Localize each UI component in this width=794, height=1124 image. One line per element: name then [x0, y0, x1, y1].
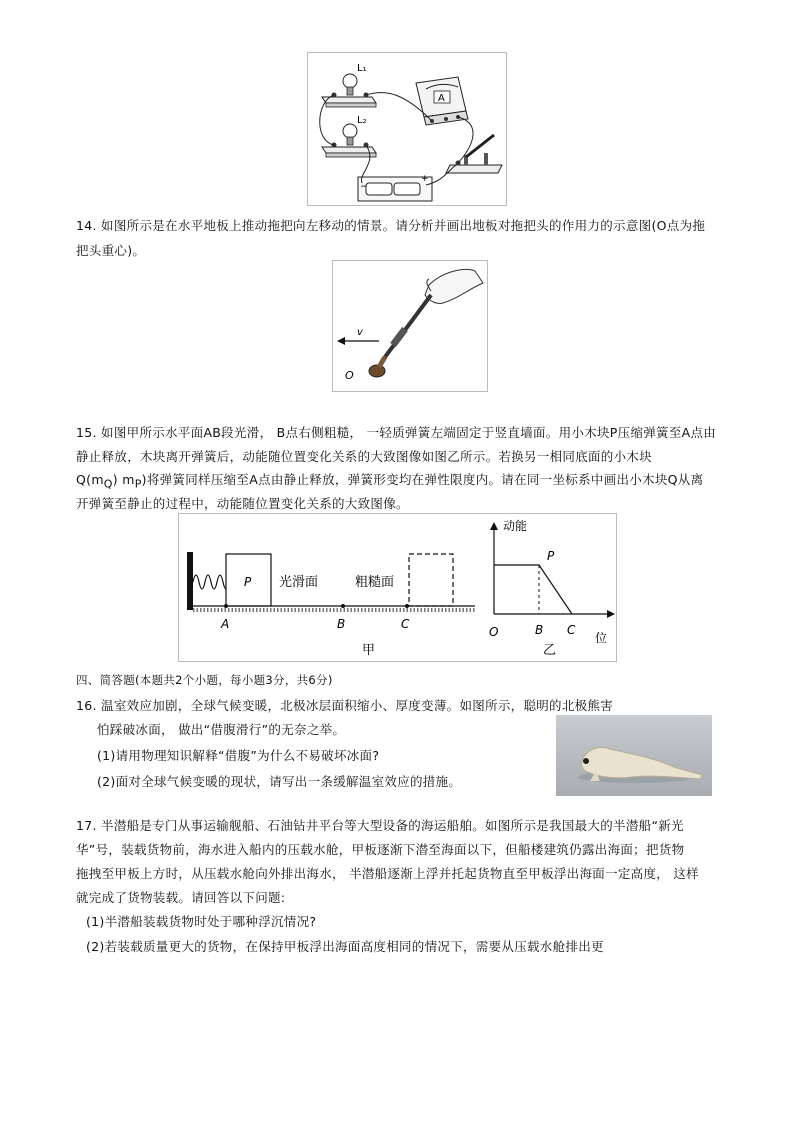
circuit-figure	[307, 52, 507, 206]
graph-b-label: B	[535, 623, 544, 637]
polar-bear-svg	[556, 715, 712, 796]
graph-p-label: P	[547, 549, 555, 563]
q17-line4: 就完成了货物装载。请回答以下问题:	[76, 890, 286, 905]
lamp1-bulb	[343, 74, 357, 88]
mop-svg	[333, 261, 487, 391]
q15-line2: 静止释放，木块离开弹簧后，动能随位置变化关系的大致图像如图乙所示。若换另一相同底面的小木块	[76, 449, 653, 464]
q16-line2: 怕踩破冰面， 做出“借腹滑行”的无奈之举。	[97, 722, 346, 737]
section4-heading: 四、简答题(本题共2个小题，每小题3分，共6分)	[76, 673, 333, 687]
wall	[187, 552, 193, 610]
svg-text:−: −	[360, 182, 368, 192]
q16-sub1: (1)请用物理知识解释“借腹”为什么不易破坏冰面?	[97, 748, 380, 763]
lamp1-label: L₁	[357, 63, 367, 74]
rough-label: 粗糙面	[355, 575, 395, 590]
q15-line3: $Q(m_Q)$ $m_P$)将弹簧同样压缩至A点由静止释放，弹簧形变均在弹性限度内。请在同一坐标系中画出小木块Q从离	[76, 472, 704, 491]
lamp2-label: L₂	[357, 115, 367, 126]
polar-bear-photo	[556, 715, 712, 796]
velocity-label: v	[357, 327, 363, 338]
q16-line1: 16. 温室效应加剧，全球气候变暖，北极冰层面积缩小、厚度变薄。如图所示，聪明的北极熊害	[76, 698, 614, 713]
svg-text:P: P	[244, 575, 252, 589]
lamp2-bulb	[343, 124, 357, 138]
q17-line1: 17. 半潜船是专门从事运输舰船、石油钻井平台等大型设备的海运船舶。如图所示是我国最大的半潜船“新光	[76, 818, 684, 833]
mop-head	[369, 365, 385, 377]
q15-line4: 开弹簧至静止的过程中，动能随位置变化关系的大致图像。	[76, 496, 409, 511]
smooth-label: 光滑面	[279, 575, 319, 590]
caption-yi: 乙	[543, 643, 557, 658]
q17-line2: 华”号，装载货物前，海水进入船内的压载水舱，甲板逐渐下潜至海面以下，但船楼建筑仍露出海面；把货物	[76, 842, 685, 857]
caption-jia: 甲	[362, 643, 376, 658]
mop-handle	[385, 295, 431, 357]
origin-label: O	[345, 369, 354, 382]
q17-sub2: (2)若装载质量更大的货物，在保持甲板浮出海面高度相同的情况下，需要从压载水舱排出更	[86, 939, 604, 954]
battery-cell-1	[366, 183, 392, 195]
point-c: C	[401, 617, 410, 631]
spring-figure	[178, 513, 617, 662]
q14-line1: 14. 如图所示是在水平地板上推动拖把向左移动的情景。请分析并画出地板对拖把头的作用力的示意图(O点为拖	[76, 218, 706, 233]
hand-shape	[425, 270, 483, 304]
graph-origin: O	[489, 625, 499, 639]
ek-curve-p	[494, 565, 572, 614]
mop-figure	[332, 260, 488, 392]
q17-line3: 拖拽至甲板上方时，从压载水舱向外排出海水， 半潜船逐渐上浮并托起货物直至甲板浮出海面一定高度， 这样	[76, 866, 699, 881]
ammeter-label: A	[438, 93, 445, 104]
graph-c-label: C	[567, 623, 576, 637]
point-b: B	[337, 617, 346, 631]
lamp1-board	[322, 97, 376, 103]
dashed-block	[409, 554, 453, 606]
circuit-svg	[308, 53, 506, 205]
q16-sub2: (2)面对全球气候变暖的现状，请写出一条缓解温室效应的措施。	[97, 774, 462, 789]
x-axis-label: 位	[595, 631, 608, 645]
point-a: A	[221, 617, 230, 631]
spring-svg	[179, 514, 616, 661]
battery-cell-2	[394, 183, 420, 195]
svg-text:+: +	[421, 174, 429, 184]
q15-line1: 15. 如图甲所示水平面AB段光滑， B点右侧粗糙， 一轻质弹簧左端固定于竖直墙面。用小木块P压缩弹簧至A点由	[76, 425, 717, 440]
y-axis-label: 动能	[503, 519, 528, 533]
q17-sub1: (1)半潜船装载货物时处于哪种浮沉情况?	[86, 914, 317, 929]
q14-line2: 把头重心)。	[76, 243, 146, 258]
bear-body	[581, 748, 702, 780]
